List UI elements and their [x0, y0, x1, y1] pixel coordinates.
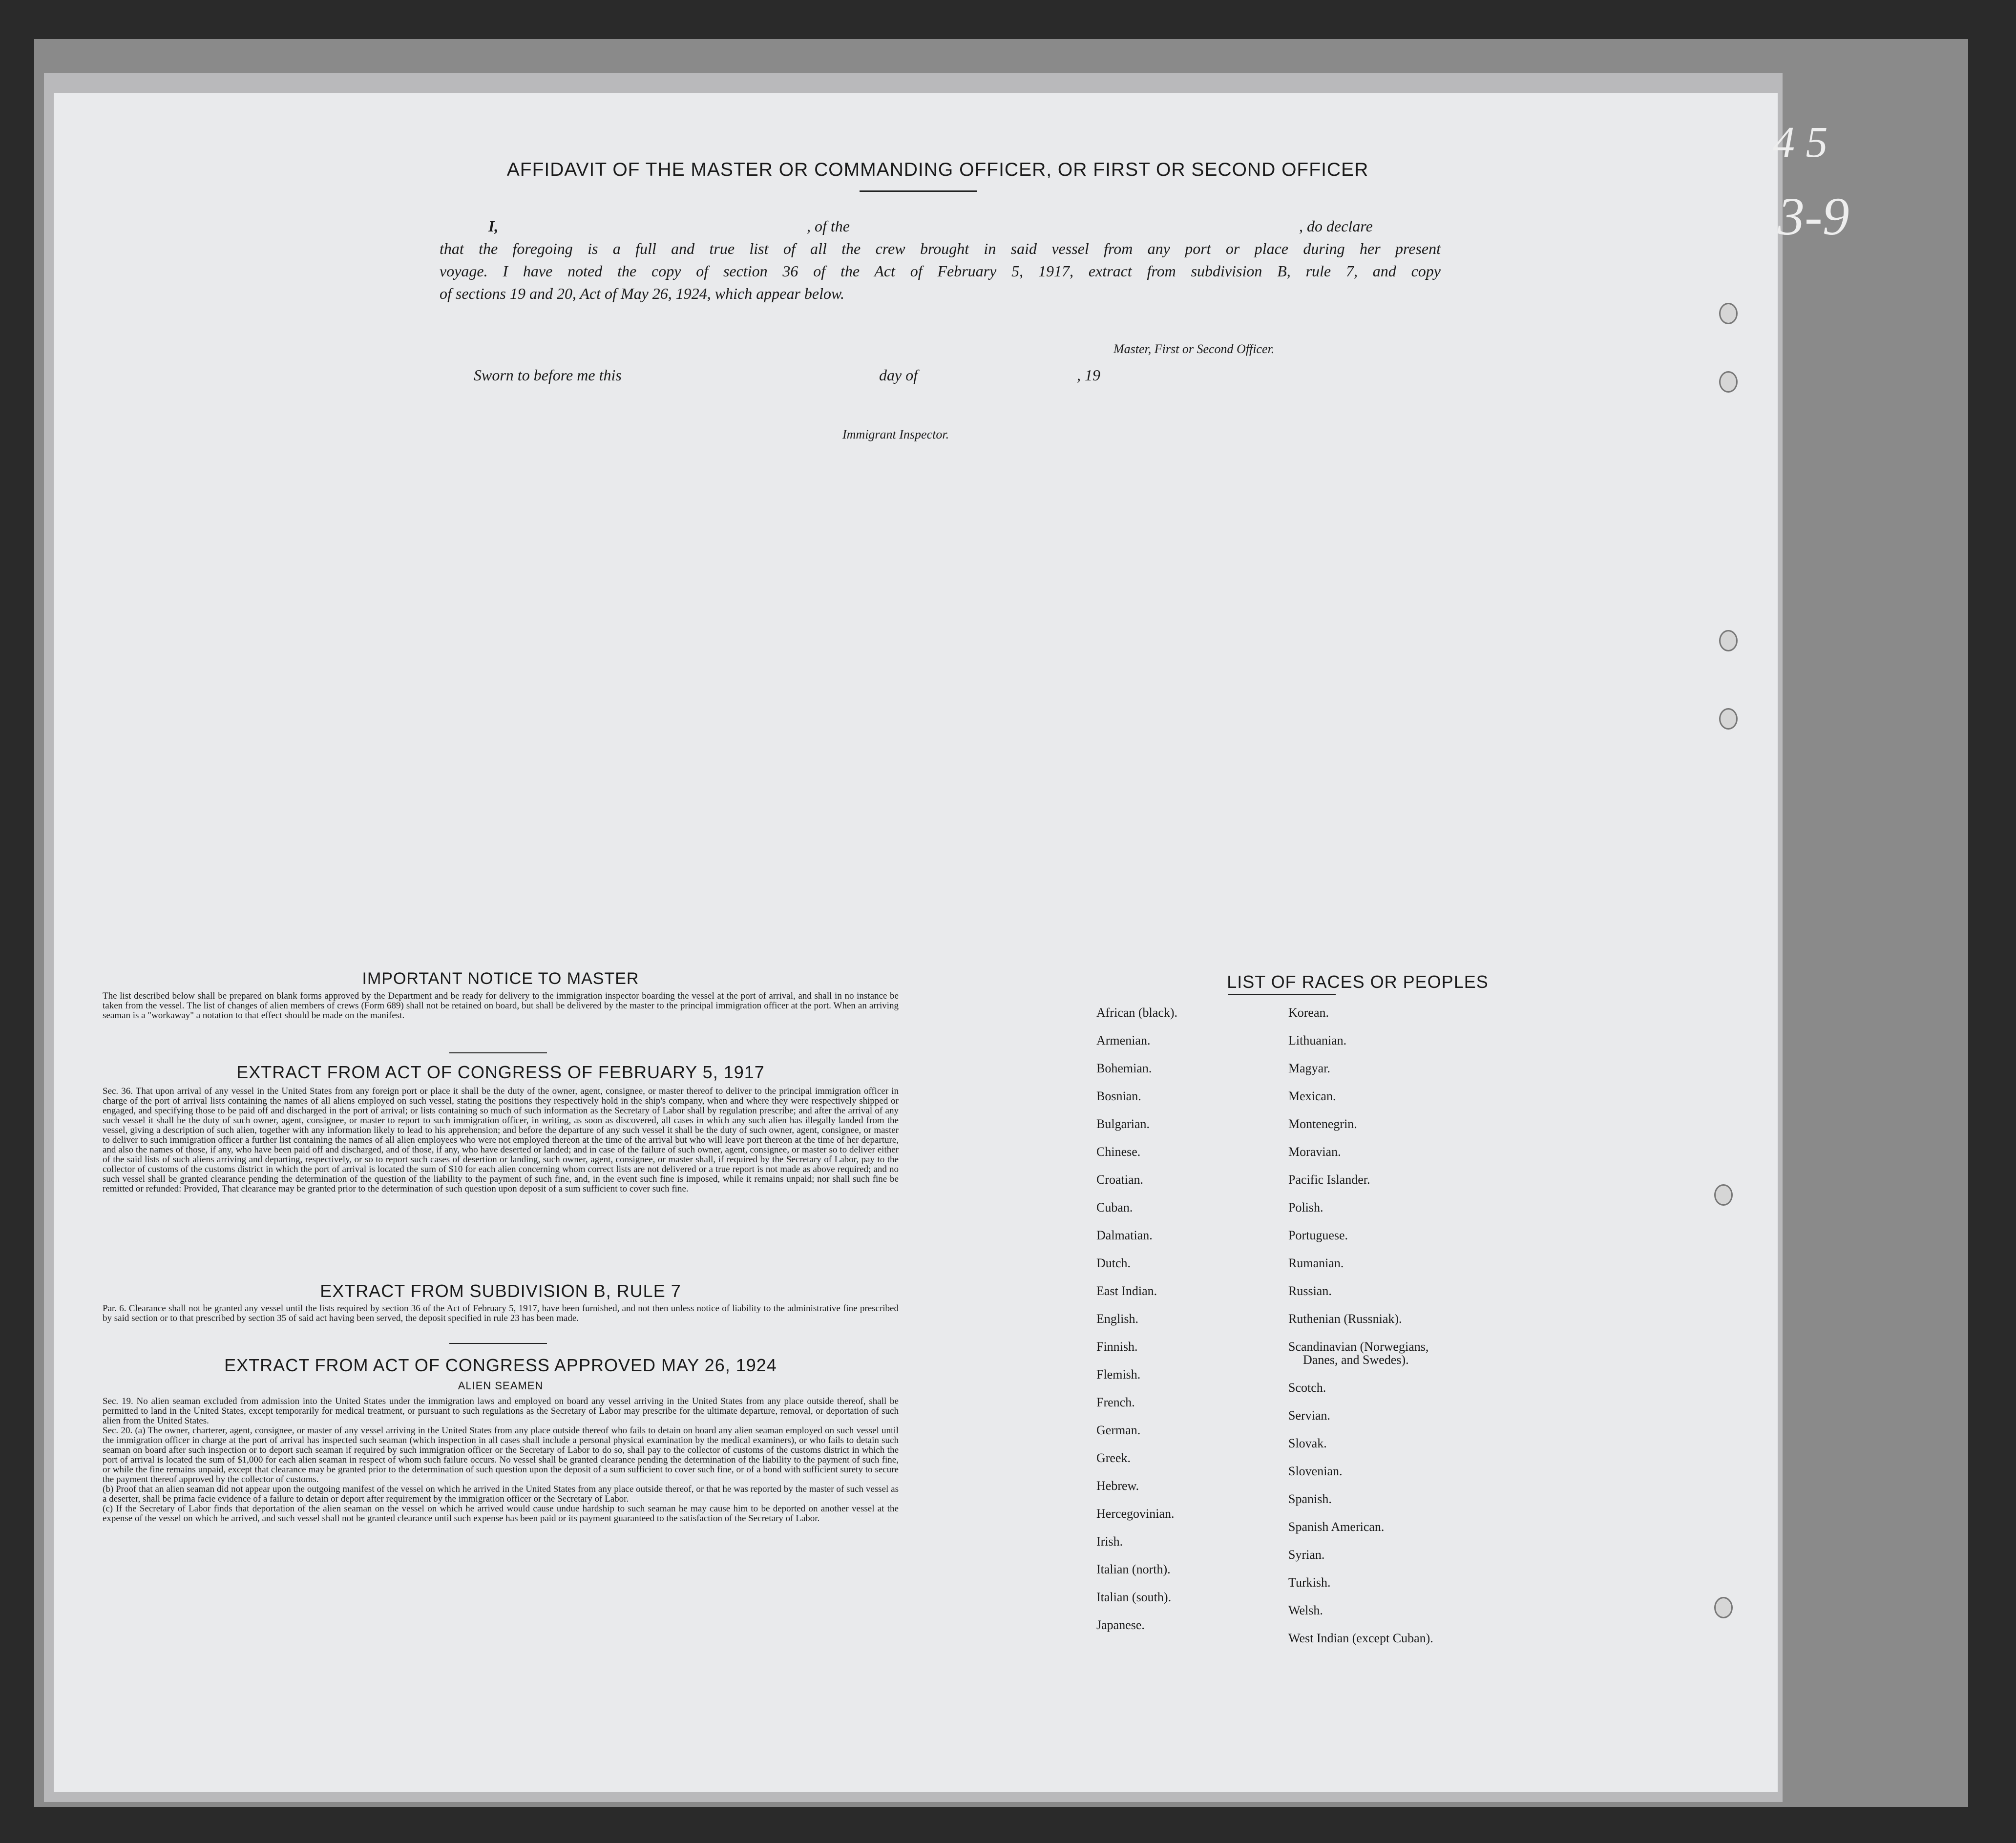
affidavit-line-4: of sections 19 and 20, Act of May 26, 1924, which appear below.	[440, 285, 844, 302]
race-item: Portuguese.	[1288, 1228, 1348, 1242]
race-item: Flemish.	[1096, 1367, 1141, 1382]
act1924-body	[103, 1397, 899, 1524]
affidavit-title-rule	[860, 190, 977, 192]
race-item: East Indian.	[1096, 1284, 1157, 1298]
year-label: , 19	[1077, 366, 1100, 384]
notice-body: The list described below shall be prepared on blank forms approved by the Department and be ready for delivery to the immigration inspector boarding the vessel at the port of arrival, and shall in no instance be taken from the vessel. The list of changes of alien members of crews (Form 689) shall not be retained on board, but shall be delivered by the master to the principal immigration officer at the port. When an arriving seaman is a "workaway" a notation to that effect should be made on the manifest.	[103, 991, 899, 1021]
races-title-rule	[1228, 994, 1336, 995]
margin-note-top: 4 5	[1773, 118, 1828, 167]
document-page	[54, 93, 1778, 1792]
day-of-label: day of	[879, 366, 918, 384]
race-item: Welsh.	[1288, 1603, 1323, 1617]
race-item: Spanish.	[1288, 1492, 1332, 1506]
race-item: West Indian (except Cuban).	[1288, 1631, 1433, 1645]
race-item: Finnish.	[1096, 1340, 1138, 1354]
punch-hole	[1719, 303, 1738, 324]
race-item: Korean.	[1288, 1005, 1329, 1020]
act1917-title: EXTRACT FROM ACT OF CONGRESS OF FEBRUARY 5, 1917	[236, 1062, 765, 1082]
punch-hole	[1714, 1184, 1733, 1206]
race-item: Scotch.	[1288, 1381, 1326, 1395]
act1924-sec20b: (b) Proof that an alien seaman did not appear upon the outgoing manifest of the vessel on which he arrived in the United States from any place outside thereof, or that he was reported by the master of such vessel as a deserter, shall be prima facie evidence of a failure to detain or deport after requirement by the immigration officer or the Secretary of Labor.	[103, 1484, 899, 1504]
race-item: Italian (north).	[1096, 1562, 1171, 1576]
race-item: Lithuanian.	[1288, 1033, 1347, 1047]
race-item: Mexican.	[1288, 1089, 1336, 1103]
races-title: LIST OF RACES OR PEOPLES	[1227, 972, 1489, 992]
race-item: Slovak.	[1288, 1436, 1327, 1450]
race-item: Moravian.	[1288, 1145, 1341, 1159]
race-item: Chinese.	[1096, 1145, 1141, 1159]
act1924-sec20c: (c) If the Secretary of Labor finds that deportation of the alien seaman on the vessel on which he arrived would cause undue hardship to such seaman he may cause him to be deported on another vessel at the expense of the vessel on which he arrived, and such vessel shall not be granted clearance until such expense has been paid or its payment guaranteed to the satisfaction of the Secretary of Labor.	[103, 1504, 899, 1524]
declare-of-the: , of the	[807, 217, 850, 235]
race-item: Russian.	[1288, 1284, 1332, 1298]
punch-hole	[1719, 708, 1738, 730]
races-column-1	[1096, 999, 1177, 1639]
race-item: Scandinavian (Norwegians,	[1288, 1340, 1429, 1354]
act1924-sec19: Sec. 19. No alien seaman excluded from admission into the United States under the immigration laws and employed on board any vessel arriving in the United States from any place outside thereof, shall be permitted to land in the United States, except temporarily for medical treatment, or pursuant to such regulations as the Secretary of Labor may prescribe for the ultimate departure, removal, or deportation of such alien from the United States.	[103, 1396, 899, 1426]
race-item: Irish.	[1096, 1534, 1123, 1549]
race-item: Cuban.	[1096, 1200, 1133, 1215]
affidavit-line-3: voyage. I have noted the copy of section 36 of the Act of February 5, 1917, extract from subdivision B, rule 7, and copy	[440, 262, 1441, 280]
affidavit-title: AFFIDAVIT OF THE MASTER OR COMMANDING OFFICER, OR FIRST OR SECOND OFFICER	[506, 159, 1369, 180]
declare-end: , do declare	[1299, 217, 1373, 235]
sworn-label: Sworn to before me this	[474, 366, 622, 384]
race-item: Bosnian.	[1096, 1089, 1141, 1103]
race-item: Rumanian.	[1288, 1256, 1344, 1270]
act1924-subtitle: ALIEN SEAMEN	[458, 1380, 544, 1392]
race-item: Polish.	[1288, 1200, 1323, 1215]
notice-rule	[449, 1052, 547, 1053]
race-item: French.	[1096, 1395, 1135, 1409]
rule7-body: Par. 6. Clearance shall not be granted any vessel until the lists required by section 36 of the Act of February 5, 1917, have been furnished, and not then unless notice of liability to the administrative fine prescribed by said section or to that prescribed by section 35 of said act having been served, the deposit specified in rule 23 has been made.	[103, 1303, 899, 1323]
race-item: Dutch.	[1096, 1256, 1131, 1270]
act1917-body: Sec. 36. That upon arrival of any vessel in the United States from any foreign port or place it shall be the duty of the owner, agent, consignee, or master thereof to deliver to the principal immigration officer in charge of the port of arrival lists containing the names of all aliens employed on such vessel, stating the positions they respectively hold in the ship's company, when and where they were respectively shipped or engaged, and specifying those to be paid off and discharged in the port of arrival; or lists containing so much of such information as the Secretary of Labor shall by regulation prescribe; and after the arrival of any such vessel it shall be the duty of such owner, agent, consignee, or master to report to such immigration officer, in writing, as soon as discovered, all cases in which any such alien has illegally landed from the vessel, giving a description of such alien, together with any information likely to lead to his apprehension; and before the departure of any such vessel it shall be the duty of such owner, agent, consignee, or master to deliver to such immigration officer a further list containing the names of all alien employees who were not employed thereon at the time of the arrival but who will leave port thereon at the time of her departure, and also the names of those, if any, who have been paid off and discharged, and of those, if any, who have deserted or landed; and in case of the failure of such owner, agent, consignee, or master so to deliver either of the said lists of such aliens arriving and departing, respectively, or so to report such cases of desertion or landing, such owner, agent, consignee, or master shall, if required by the Secretary of Labor, pay to the collector of customs of the customs district in which the port of arrival is located the sum of $10 for each alien concerning whom correct lists are not delivered or a true report is not made as above required; and no such vessel shall be granted clearance pending the determination of the question of the liability to the payment of such fine, and, in the event such fine is imposed, while it remains unpaid; nor shall such fine be remitted or refunded: Provided, That clearance may be granted prior to the determination of such question upon deposit of a sum sufficient to cover such fine.	[103, 1086, 899, 1194]
race-item: Japanese.	[1096, 1618, 1145, 1632]
master-signature-label: Master, First or Second Officer.	[1113, 342, 1275, 356]
act1924-title: EXTRACT FROM ACT OF CONGRESS APPROVED MAY 26, 1924	[224, 1355, 777, 1375]
inspector-signature-label: Immigrant Inspector.	[842, 427, 949, 441]
race-item: Syrian.	[1288, 1548, 1325, 1562]
race-item: Croatian.	[1096, 1173, 1144, 1187]
punch-hole	[1714, 1597, 1733, 1618]
rule7-title: EXTRACT FROM SUBDIVISION B, RULE 7	[320, 1281, 681, 1301]
race-item: Turkish.	[1288, 1575, 1331, 1590]
race-item: Danes, and Swedes).	[1303, 1353, 1409, 1367]
rule7-rule	[449, 1343, 547, 1344]
race-item: Pacific Islander.	[1288, 1173, 1370, 1187]
act1924-sec20a: Sec. 20. (a) The owner, charterer, agent, consignee, or master of any vessel arriving in the United States from any place outside thereof who fails to detain on board any alien seaman employed on such vessel until the immigration officer in charge at the port of arrival has inspected such seaman (which inspection in all cases shall include a personal physical examination by the medical examiners), or who fails to detain such seaman on board after such inspection or to deport such seaman if required by such immigration officer or the Secretary of Labor to do so, shall pay to the collector of customs of the customs district in which the port of arrival is located the sum of $1,000 for each alien seaman in respect of whom such failure occurs. No vessel shall be granted clearance pending the determination of the liability to the payment of such fine, or while the fine remains unpaid, except that clearance may be granted prior to the determination of such question upon the deposit of a sum sufficient to cover such fine, or of a bond with sufficient surety to secure the payment thereof approved by the collector of customs.	[103, 1425, 899, 1485]
affidavit-statement	[440, 215, 1441, 305]
declare-i: I,	[488, 217, 499, 235]
race-item: Montenegrin.	[1288, 1117, 1357, 1131]
race-item: Hebrew.	[1096, 1479, 1139, 1493]
race-item: Servian.	[1288, 1408, 1330, 1423]
race-item: Dalmatian.	[1096, 1228, 1153, 1242]
race-item: Magyar.	[1288, 1061, 1330, 1075]
race-item: Hercegovinian.	[1096, 1507, 1175, 1521]
races-column-2	[1288, 999, 1433, 1652]
punch-hole	[1719, 371, 1738, 393]
race-item: Slovenian.	[1288, 1464, 1343, 1478]
race-item: Spanish American.	[1288, 1520, 1385, 1534]
punch-hole	[1719, 630, 1738, 651]
affidavit-line-2: that the foregoing is a full and true list of all the crew brought in said vessel from any port or place during her present	[440, 240, 1441, 257]
race-item: Armenian.	[1096, 1033, 1151, 1047]
race-item: Italian (south).	[1096, 1590, 1172, 1604]
race-item: German.	[1096, 1423, 1141, 1437]
race-item: English.	[1096, 1312, 1138, 1326]
race-item: Greek.	[1096, 1451, 1131, 1465]
margin-note-second: 3-9	[1778, 187, 1849, 246]
notice-title: IMPORTANT NOTICE TO MASTER	[362, 969, 639, 988]
race-item: Bohemian.	[1096, 1061, 1152, 1075]
race-item: Bulgarian.	[1096, 1117, 1150, 1131]
race-item: African (black).	[1096, 1005, 1178, 1020]
race-item: Ruthenian (Russniak).	[1288, 1312, 1402, 1326]
